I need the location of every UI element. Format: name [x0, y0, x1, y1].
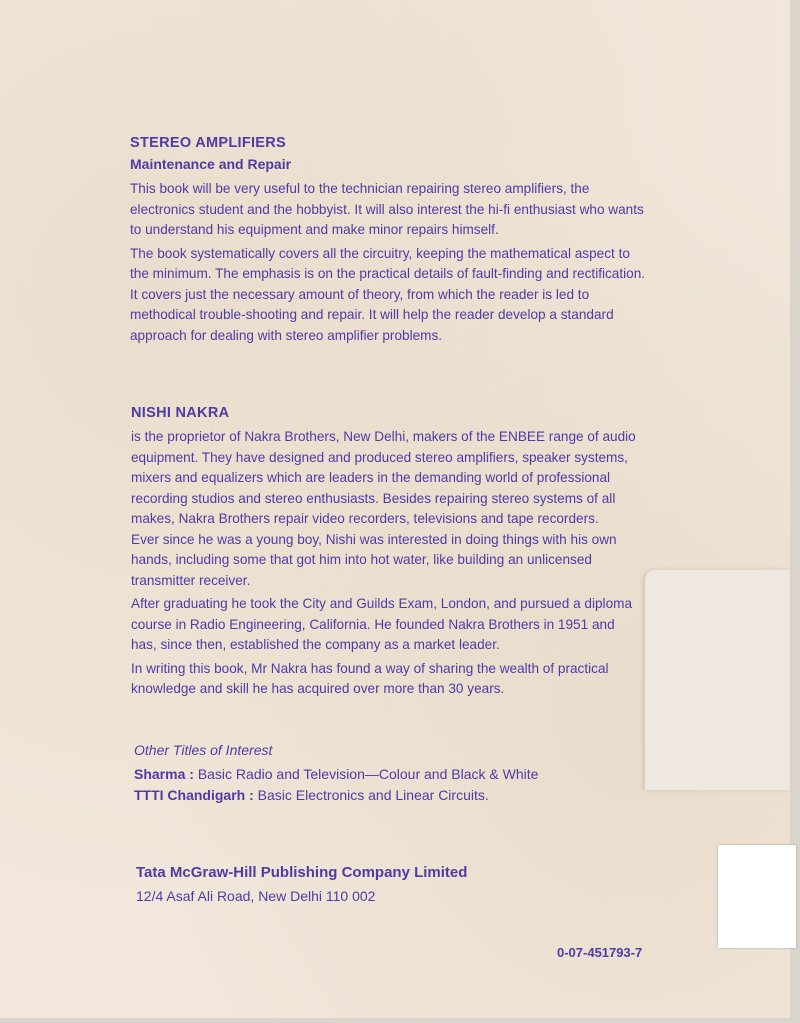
other-title-item — [134, 785, 489, 806]
bio-paragraph-4: In writing this book, Mr Nakra has found a way of sharing the wealth of practical knowledge and skill he has acquired over more than 30 years. — [131, 660, 609, 696]
other-title-name: Basic Radio and Television—Colour and Black & White — [197, 766, 539, 782]
worn-paper-patch — [645, 570, 790, 790]
bio-paragraph-3: After graduating he took the City and Guilds Exam, London, and pursued a diploma course in Radio Engineering, California. He founded Nakra Brothers in 1951 and has, since then, established the company as a market leader. — [131, 596, 633, 652]
bio-paragraph-1: is the proprietor of Nakra Brothers, New Delhi, makers of the ENBEE range of audio equipment. They have designed and produced stereo amplifiers, speaker systems, mixers and equalizers which are leaders in the demanding world of professional recording studios and stereo enthusiasts. Besides repairing stereo systems of all makes, Nakra Brothers repair video recorders, televisions and tape recorders. — [131, 429, 636, 526]
description-paragraph-2: The book systematically covers all the circuitry, keeping the mathematical aspect to the minimum. The emphasis is on the practical details of fault-finding and rectification. It covers just the necessary amount of theory, from which the reader is led to methodical trouble-shooting and repair. It will help the reader develop a standard approach for dealing with stereo amplifier problems. — [130, 245, 646, 343]
white-sticker — [718, 845, 796, 948]
description-paragraph-1: This book will be very useful to the technician repairing stereo amplifiers, the electronics student and the hobbyist. It will also interest the hi-fi enthusiast who wants to understand his equipment and make minor repairs himself. — [130, 181, 644, 237]
other-title-name: Basic Electronics and Linear Circuits. — [257, 787, 489, 803]
other-title-item — [134, 764, 538, 785]
author-name: NISHI NAKRA — [131, 405, 230, 421]
book-title: STEREO AMPLIFIERS — [130, 135, 287, 151]
author-bio — [131, 427, 641, 700]
bio-paragraph-2: Ever since he was a young boy, Nishi was interested in doing things with his own hands, including some that got him into hot water, like building an unlicensed transmitter receiver. — [131, 531, 617, 588]
other-title-author: Sharma : — [134, 766, 194, 782]
publisher-name: Tata McGraw-Hill Publishing Company Limited — [136, 864, 468, 881]
other-title-author: TTTI Chandigarh : — [134, 787, 254, 803]
isbn-number: 0-07-451793-7 — [557, 945, 643, 960]
publisher-address: 12/4 Asaf Ali Road, New Delhi 110 002 — [136, 888, 376, 904]
other-titles-heading: Other Titles of Interest — [134, 742, 273, 758]
book-subtitle: Maintenance and Repair — [130, 156, 292, 172]
book-description — [130, 179, 648, 346]
